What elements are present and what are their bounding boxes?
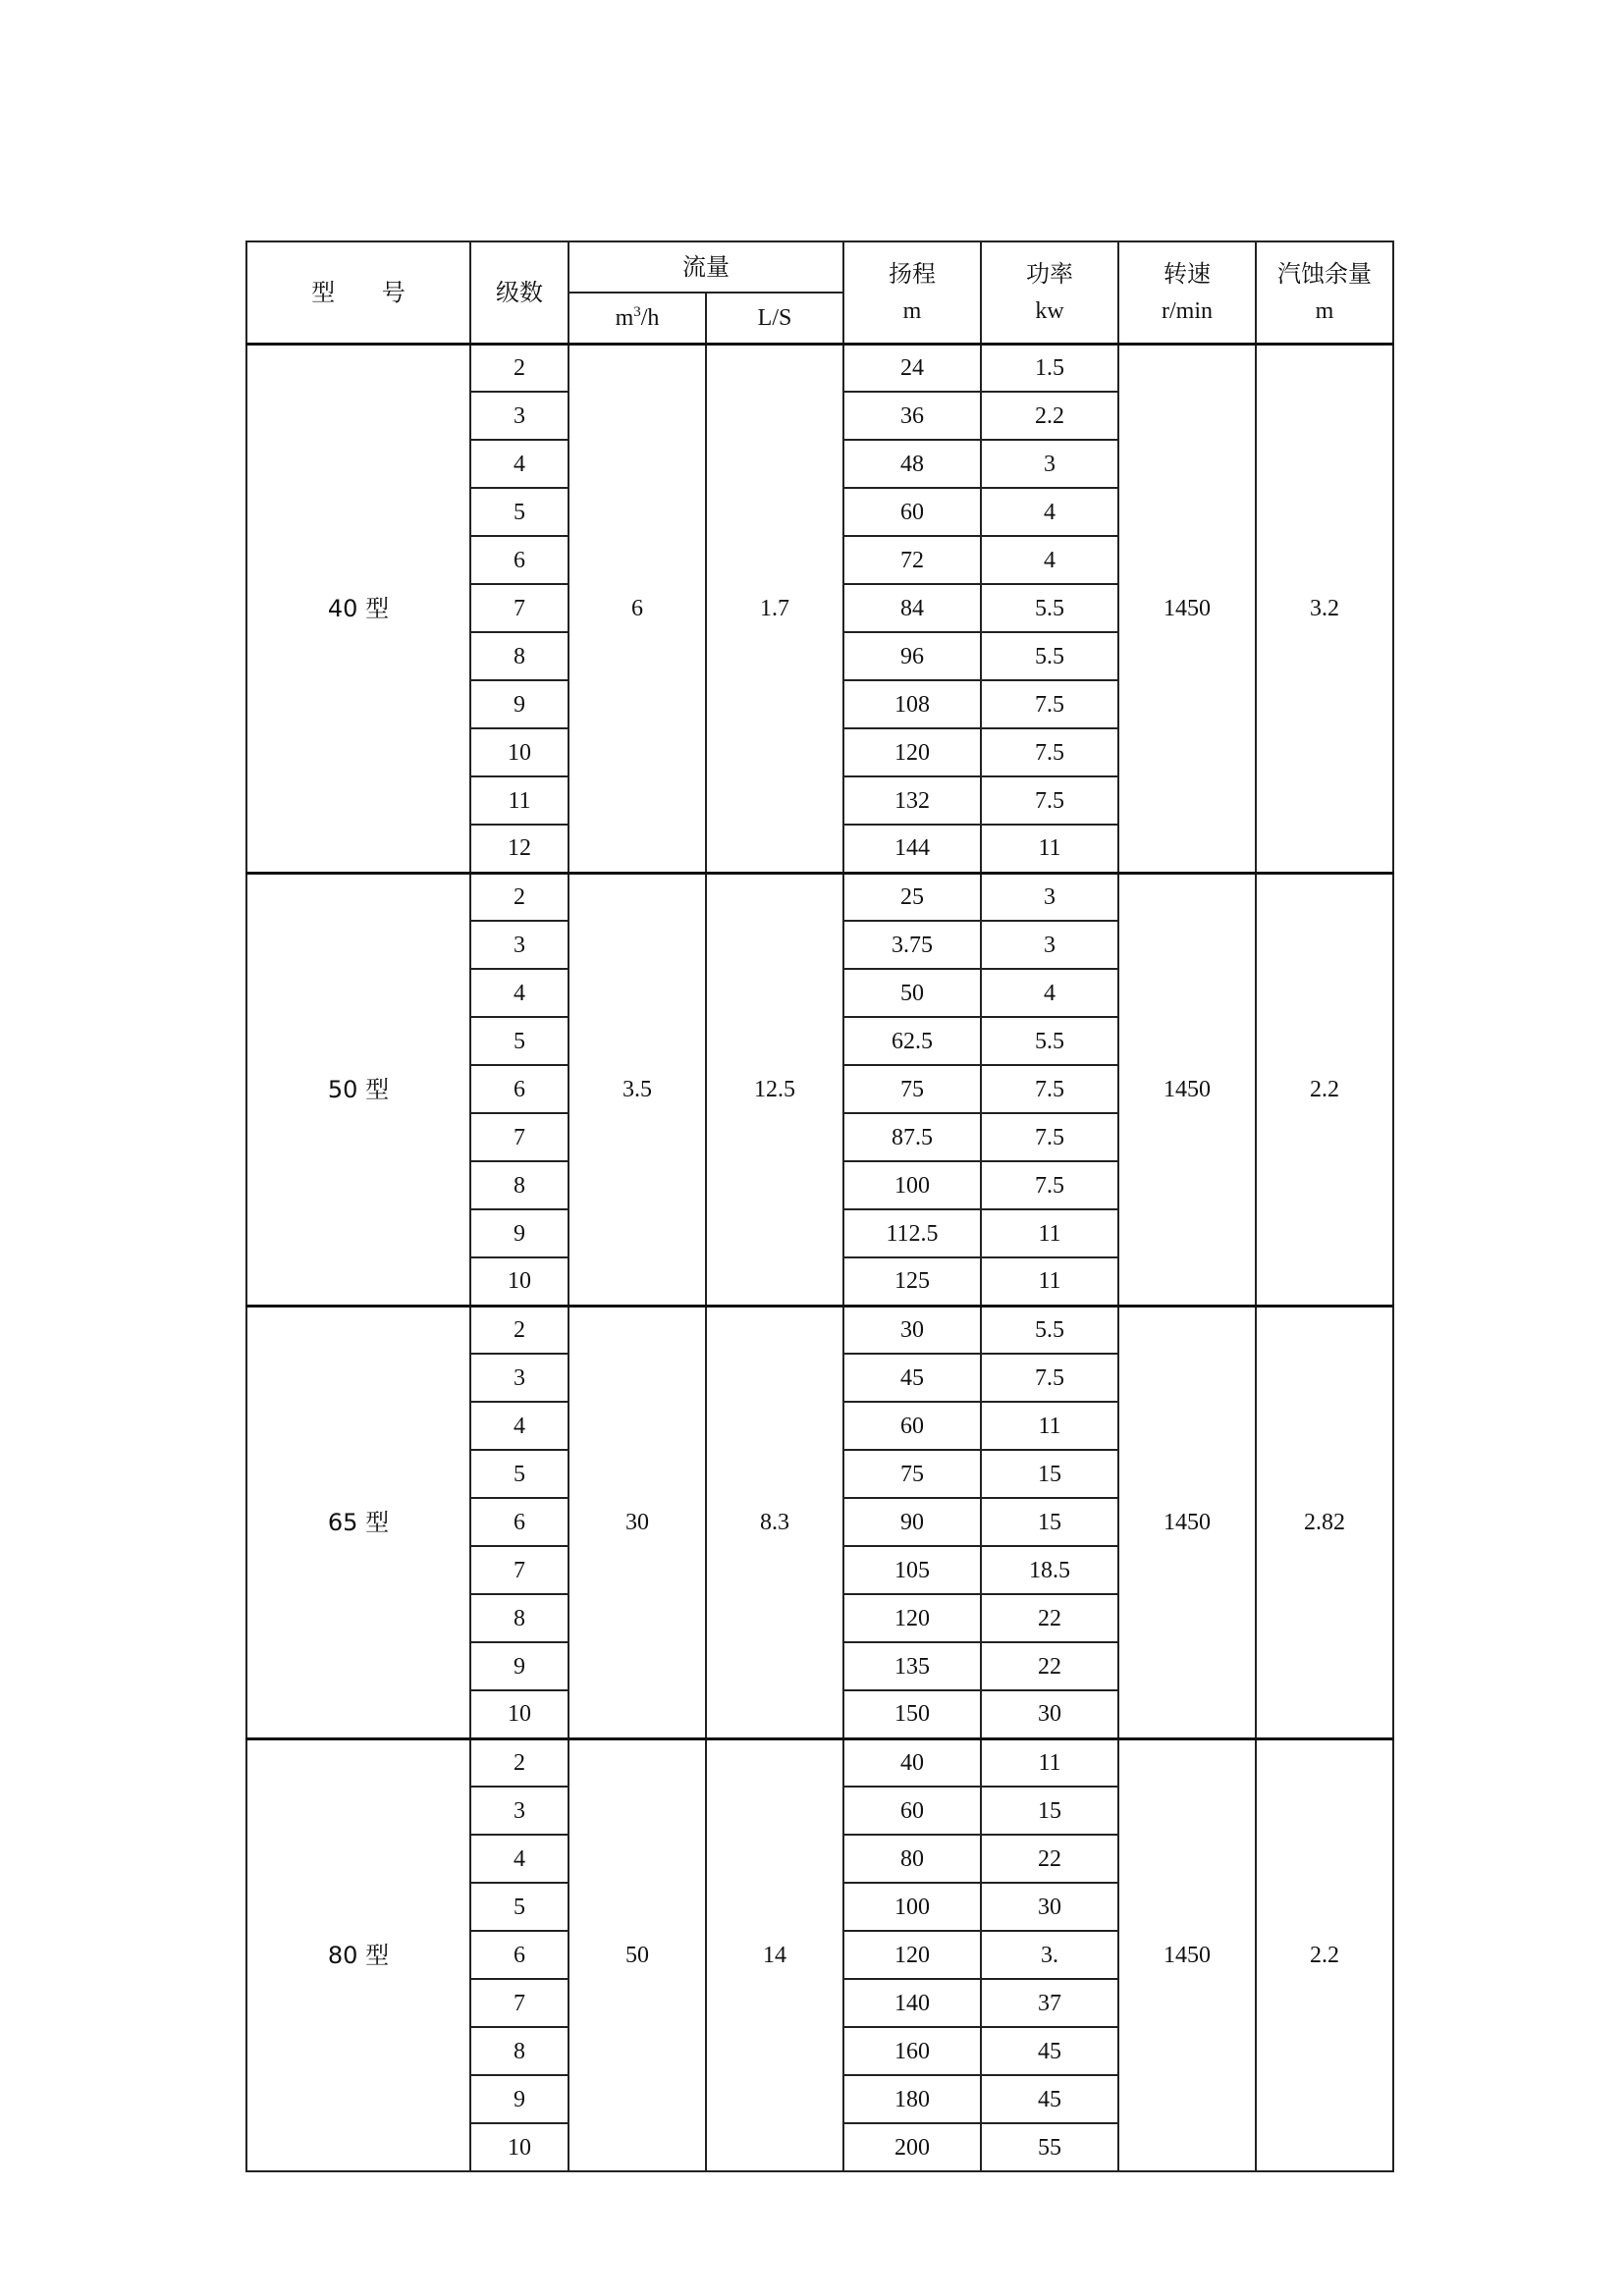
stage-cell: 7 — [470, 1546, 568, 1594]
power-cell: 3 — [981, 873, 1118, 921]
header-head — [843, 241, 981, 344]
power-cell: 7.5 — [981, 728, 1118, 776]
flow-m3h-cell: 6 — [568, 344, 706, 873]
model-cell: 40 型 — [246, 344, 470, 873]
head-cell: 75 — [843, 1065, 981, 1113]
head-cell: 84 — [843, 584, 981, 632]
stage-cell: 6 — [470, 1498, 568, 1546]
power-cell: 5.5 — [981, 632, 1118, 680]
power-cell: 45 — [981, 2027, 1118, 2075]
stage-cell: 4 — [470, 1835, 568, 1883]
power-cell: 30 — [981, 1690, 1118, 1738]
power-cell: 1.5 — [981, 344, 1118, 392]
power-cell: 3. — [981, 1931, 1118, 1979]
stage-cell: 5 — [470, 1883, 568, 1931]
header-flow-m3h — [568, 293, 706, 344]
flow-unit-tail: /h — [640, 304, 660, 331]
head-cell: 132 — [843, 776, 981, 825]
power-cell: 5.5 — [981, 1017, 1118, 1065]
stage-cell: 9 — [470, 2075, 568, 2123]
stage-cell: 8 — [470, 632, 568, 680]
head-cell: 50 — [843, 969, 981, 1017]
head-cell: 150 — [843, 1690, 981, 1738]
stage-cell: 9 — [470, 1642, 568, 1690]
power-cell: 55 — [981, 2123, 1118, 2171]
head-cell: 105 — [843, 1546, 981, 1594]
head-cell: 30 — [843, 1306, 981, 1354]
stage-cell: 2 — [470, 873, 568, 921]
header-power-unit: kw — [1035, 297, 1064, 324]
power-cell: 37 — [981, 1979, 1118, 2027]
stage-cell: 3 — [470, 1787, 568, 1835]
head-cell: 120 — [843, 1594, 981, 1642]
table-row — [246, 1738, 1393, 1787]
power-cell: 11 — [981, 1209, 1118, 1257]
stage-cell: 4 — [470, 440, 568, 488]
stage-cell: 2 — [470, 344, 568, 392]
stage-cell: 3 — [470, 392, 568, 440]
head-cell: 120 — [843, 1931, 981, 1979]
stage-cell: 9 — [470, 680, 568, 728]
head-cell: 48 — [843, 440, 981, 488]
head-cell: 75 — [843, 1450, 981, 1498]
flow-unit-m: m — [615, 304, 634, 331]
head-cell: 40 — [843, 1738, 981, 1787]
head-cell: 180 — [843, 2075, 981, 2123]
header-speed-label: 转速 — [1164, 259, 1211, 288]
power-cell: 15 — [981, 1498, 1118, 1546]
head-cell: 60 — [843, 488, 981, 536]
head-cell: 125 — [843, 1257, 981, 1306]
stage-cell: 8 — [470, 2027, 568, 2075]
header-power — [981, 241, 1118, 344]
model-cell: 80 型 — [246, 1738, 470, 2171]
stage-cell: 3 — [470, 1354, 568, 1402]
head-cell: 96 — [843, 632, 981, 680]
stage-cell: 5 — [470, 1017, 568, 1065]
stage-cell: 10 — [470, 1690, 568, 1738]
head-cell: 45 — [843, 1354, 981, 1402]
head-cell: 112.5 — [843, 1209, 981, 1257]
header-speed-unit: r/min — [1162, 297, 1213, 324]
model-cell: 65 型 — [246, 1306, 470, 1738]
flow-ls-cell: 14 — [706, 1738, 843, 2171]
stage-cell: 5 — [470, 1450, 568, 1498]
flow-ls-cell: 1.7 — [706, 344, 843, 873]
table-row — [246, 1306, 1393, 1354]
header-model-label: 型 号 — [311, 278, 425, 306]
header-model — [246, 241, 470, 344]
power-cell: 7.5 — [981, 776, 1118, 825]
power-cell: 11 — [981, 825, 1118, 873]
power-cell: 7.5 — [981, 1354, 1118, 1402]
stage-cell: 4 — [470, 1402, 568, 1450]
stage-cell: 9 — [470, 1209, 568, 1257]
power-cell: 18.5 — [981, 1546, 1118, 1594]
head-cell: 87.5 — [843, 1113, 981, 1161]
flow-m3h-cell: 50 — [568, 1738, 706, 2171]
power-cell: 22 — [981, 1594, 1118, 1642]
stage-cell: 6 — [470, 536, 568, 584]
flow-m3h-cell: 30 — [568, 1306, 706, 1738]
head-cell: 90 — [843, 1498, 981, 1546]
head-cell: 36 — [843, 392, 981, 440]
power-cell: 45 — [981, 2075, 1118, 2123]
power-cell: 5.5 — [981, 1306, 1118, 1354]
header-npsh — [1256, 241, 1393, 344]
npsh-cell: 2.82 — [1256, 1306, 1393, 1738]
head-cell: 200 — [843, 2123, 981, 2171]
power-cell: 11 — [981, 1257, 1118, 1306]
flow-ls-cell: 12.5 — [706, 873, 843, 1306]
stage-cell: 5 — [470, 488, 568, 536]
power-cell: 11 — [981, 1738, 1118, 1787]
table-row — [246, 344, 1393, 392]
stage-cell: 6 — [470, 1931, 568, 1979]
head-cell: 100 — [843, 1883, 981, 1931]
stage-cell: 8 — [470, 1161, 568, 1209]
head-cell: 60 — [843, 1402, 981, 1450]
stage-cell: 10 — [470, 2123, 568, 2171]
head-cell: 144 — [843, 825, 981, 873]
power-cell: 15 — [981, 1787, 1118, 1835]
power-cell: 4 — [981, 536, 1118, 584]
head-cell: 100 — [843, 1161, 981, 1209]
model-cell: 50 型 — [246, 873, 470, 1306]
power-cell: 3 — [981, 440, 1118, 488]
stage-cell: 11 — [470, 776, 568, 825]
stage-cell: 3 — [470, 921, 568, 969]
pump-spec-table — [245, 240, 1394, 2172]
header-head-unit: m — [902, 297, 922, 324]
head-cell: 120 — [843, 728, 981, 776]
speed-cell: 1450 — [1118, 1738, 1256, 2171]
power-cell: 3 — [981, 921, 1118, 969]
npsh-cell: 2.2 — [1256, 873, 1393, 1306]
header-power-label: 功率 — [1026, 259, 1073, 288]
stage-cell: 8 — [470, 1594, 568, 1642]
header-npsh-unit: m — [1315, 297, 1334, 324]
table-row — [246, 873, 1393, 921]
power-cell: 4 — [981, 969, 1118, 1017]
stage-cell: 6 — [470, 1065, 568, 1113]
header-flow: 流量 — [568, 241, 843, 293]
power-cell: 7.5 — [981, 1113, 1118, 1161]
stage-cell: 2 — [470, 1738, 568, 1787]
header-speed — [1118, 241, 1256, 344]
stage-cell: 2 — [470, 1306, 568, 1354]
stage-cell: 10 — [470, 728, 568, 776]
stage-cell: 12 — [470, 825, 568, 873]
power-cell: 2.2 — [981, 392, 1118, 440]
head-cell: 60 — [843, 1787, 981, 1835]
power-cell: 30 — [981, 1883, 1118, 1931]
speed-cell: 1450 — [1118, 1306, 1256, 1738]
head-cell: 24 — [843, 344, 981, 392]
power-cell: 4 — [981, 488, 1118, 536]
head-cell: 140 — [843, 1979, 981, 2027]
header-flow-ls: L/S — [706, 293, 843, 344]
head-cell: 72 — [843, 536, 981, 584]
stage-cell: 7 — [470, 584, 568, 632]
stage-cell: 7 — [470, 1979, 568, 2027]
flow-m3h-cell: 3.5 — [568, 873, 706, 1306]
head-cell: 108 — [843, 680, 981, 728]
flow-unit-sup: 3 — [633, 303, 641, 320]
head-cell: 160 — [843, 2027, 981, 2075]
table-body — [246, 344, 1393, 2171]
head-cell: 25 — [843, 873, 981, 921]
power-cell: 11 — [981, 1402, 1118, 1450]
power-cell: 7.5 — [981, 1161, 1118, 1209]
power-cell: 22 — [981, 1835, 1118, 1883]
header-head-label: 扬程 — [889, 259, 936, 288]
npsh-cell: 2.2 — [1256, 1738, 1393, 2171]
head-cell: 3.75 — [843, 921, 981, 969]
stage-cell: 4 — [470, 969, 568, 1017]
speed-cell: 1450 — [1118, 344, 1256, 873]
stage-cell: 10 — [470, 1257, 568, 1306]
npsh-cell: 3.2 — [1256, 344, 1393, 873]
power-cell: 5.5 — [981, 584, 1118, 632]
power-cell: 15 — [981, 1450, 1118, 1498]
head-cell: 135 — [843, 1642, 981, 1690]
speed-cell: 1450 — [1118, 873, 1256, 1306]
header-npsh-label: 汽蚀余量 — [1277, 259, 1372, 288]
header-stages: 级数 — [470, 241, 568, 344]
head-cell: 62.5 — [843, 1017, 981, 1065]
stage-cell: 7 — [470, 1113, 568, 1161]
power-cell: 22 — [981, 1642, 1118, 1690]
flow-ls-cell: 8.3 — [706, 1306, 843, 1738]
power-cell: 7.5 — [981, 680, 1118, 728]
header-row-1 — [246, 241, 1393, 293]
power-cell: 7.5 — [981, 1065, 1118, 1113]
head-cell: 80 — [843, 1835, 981, 1883]
